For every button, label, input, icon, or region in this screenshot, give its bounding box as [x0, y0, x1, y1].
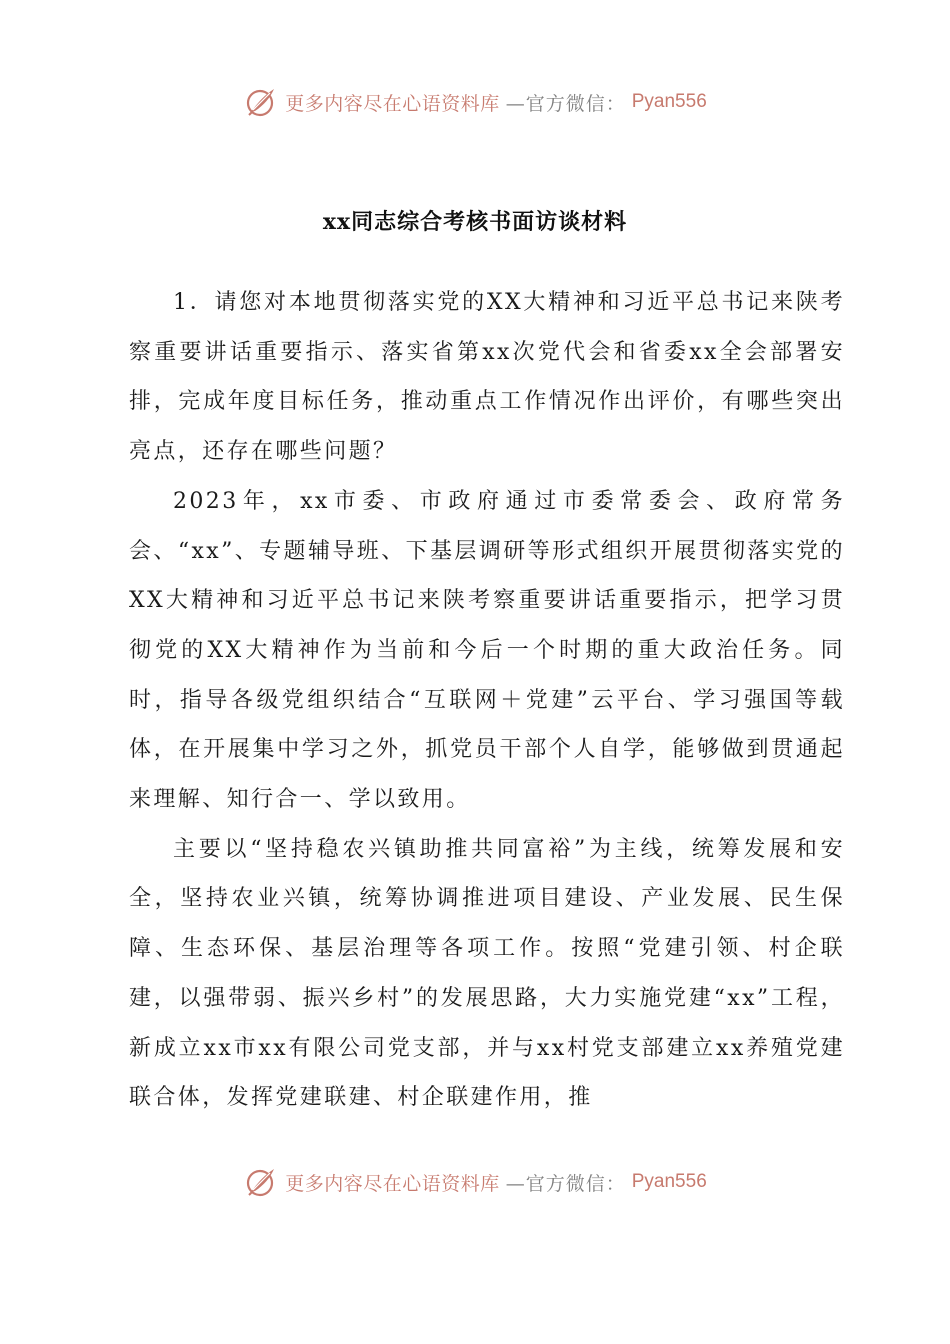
- watermark-separator-text: —官方微信：: [505, 1172, 626, 1195]
- paragraph-answer-2: 主要以“坚持稳农兴镇助推共同富裕”为主线，统筹发展和安全，坚持农业兴镇，统筹协调推进项目建设、产业发展、民生保障、生态环保、基层治理等各项工作。按照“党建引领、村企联建，以强带弱、振兴乡村”的发展思路，大力实施党建“xx”工程，新成立xx市xx有限公司党支部，并与xx村党支部建立xx养殖党建联合体，发挥党建联建、村企联建作用，推: [129, 836, 845, 1111]
- document-title: xx同志综合考核书面访谈材料: [322, 209, 628, 235]
- watermark-site-text: 更多内容尽在心语资料库: [285, 92, 500, 115]
- watermark-wechat-id: Pyan556: [631, 1171, 707, 1192]
- paragraph-question-1: 1．请您对本地贯彻落实党的XX大精神和习近平总书记来陕考察重要讲话重要指示、落实省第xx次党代会和省委xx全会部署安排，完成年度目标任务，推动重点工作情况作出评价，有哪些突出亮点，还存在哪些问题？: [129, 290, 845, 465]
- watermark-banner-bottom: [0, 1160, 950, 1204]
- quill-pen-logo-icon: [243, 84, 279, 120]
- quill-pen-logo-icon: [243, 1164, 279, 1200]
- watermark-site-text: 更多内容尽在心语资料库: [285, 1172, 500, 1195]
- watermark-wechat-id: Pyan556: [631, 91, 707, 112]
- watermark-separator-text: —官方微信：: [505, 92, 626, 115]
- document-body: [129, 278, 845, 1123]
- watermark-banner-top: [0, 80, 950, 124]
- paragraph-answer-1: 2023年，xx市委、市政府通过市委常委会、政府常务会、“xx”、专题辅导班、下基层调研等形式组织开展贯彻落实党的XX大精神和习近平总书记来陕考察重要讲话重要指示，把学习贯彻党的XX大精神作为当前和今后一个时期的重大政治任务。同时，指导各级党组织结合“互联网＋党建”云平台、学习强国等载体，在开展集中学习之外，抓党员干部个人自学，能够做到贯通起来理解、知行合一、学以致用。: [129, 488, 845, 813]
